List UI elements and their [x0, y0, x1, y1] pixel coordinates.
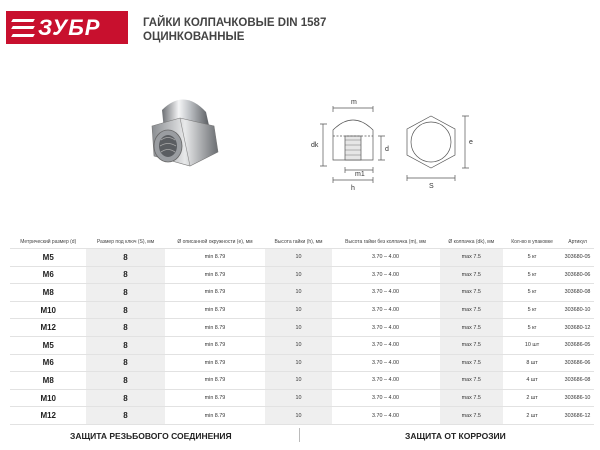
table-cell: 8 [86, 389, 164, 407]
table-cell: 8 [86, 301, 164, 319]
table-cell: max 7.5 [440, 354, 503, 372]
table-cell: max 7.5 [440, 301, 503, 319]
label-h: h [351, 185, 355, 192]
table-cell: M8 [10, 372, 86, 390]
table-cell: 10 [265, 407, 331, 425]
table-cell: 8 [86, 284, 164, 302]
table-row [10, 301, 594, 319]
table-cell: max 7.5 [440, 389, 503, 407]
label-dk: dk [311, 142, 319, 149]
table-cell: min 8.79 [165, 336, 266, 354]
cap-nut-photo [134, 90, 226, 182]
table-row [10, 319, 594, 337]
table-header-row [10, 236, 594, 249]
table-cell: 8 [86, 372, 164, 390]
table-cell: 303686-05 [561, 336, 594, 354]
table-cell: min 8.79 [165, 266, 266, 284]
table-cell: max 7.5 [440, 372, 503, 390]
table-cell: 10 шт [503, 336, 561, 354]
table-cell: 8 [86, 249, 164, 267]
table-cell: 5 кг [503, 266, 561, 284]
table-cell: 2 шт [503, 389, 561, 407]
col-header: Ø колпачка (dk), мм [448, 239, 495, 245]
footer-corrosion-protection: ЗАЩИТА ОТ КОРРОЗИИ [405, 431, 506, 441]
table-body [10, 249, 594, 425]
table-cell: 8 [86, 336, 164, 354]
table-row [10, 336, 594, 354]
table-cell: 10 [265, 389, 331, 407]
label-m: m [351, 99, 357, 106]
title-line-1: ГАЙКИ КОЛПАЧКОВЫЕ DIN 1587 [143, 17, 327, 29]
table-row [10, 354, 594, 372]
label-s: S [429, 183, 434, 190]
table-cell: 10 [265, 372, 331, 390]
table-cell: 5 кг [503, 301, 561, 319]
table-cell: 303680-10 [561, 301, 594, 319]
table-cell: 3.70 – 4.00 [332, 336, 440, 354]
table-cell: max 7.5 [440, 249, 503, 267]
table-cell: 10 [265, 354, 331, 372]
table-cell: 3.70 – 4.00 [332, 354, 440, 372]
table-cell: 8 [86, 407, 164, 425]
table-cell: 10 [265, 319, 331, 337]
brand-logo [6, 11, 128, 44]
table-cell: M6 [10, 266, 86, 284]
title-line-2: ОЦИНКОВАННЫЕ [143, 31, 245, 43]
label-d: d [385, 146, 389, 153]
label-m1: m1 [355, 171, 365, 178]
table-cell: 8 [86, 319, 164, 337]
table-cell: min 8.79 [165, 372, 266, 390]
table-cell: 3.70 – 4.00 [332, 249, 440, 267]
table-cell: max 7.5 [440, 284, 503, 302]
table-cell: 3.70 – 4.00 [332, 389, 440, 407]
footer-thread-protection: ЗАЩИТА РЕЗЬБОВОГО СОЕДИНЕНИЯ [70, 431, 232, 441]
table-cell: min 8.79 [165, 249, 266, 267]
table-cell: M12 [10, 319, 86, 337]
table-cell: 3.70 – 4.00 [332, 266, 440, 284]
col-header: Артикул [568, 239, 587, 245]
label-e: e [469, 139, 473, 146]
col-header: Кол-во в упаковке [511, 239, 553, 245]
table-cell: 303680-06 [561, 266, 594, 284]
table-cell: min 8.79 [165, 301, 266, 319]
table-cell: 3.70 – 4.00 [332, 284, 440, 302]
table-cell: max 7.5 [440, 336, 503, 354]
table-cell: 303680-12 [561, 319, 594, 337]
col-header: Ø описанной окружности (e), мм [177, 239, 253, 245]
table-cell: max 7.5 [440, 319, 503, 337]
table-cell: min 8.79 [165, 354, 266, 372]
table-cell: M12 [10, 407, 86, 425]
table-cell: 303680-08 [561, 284, 594, 302]
table-row [10, 249, 594, 267]
table-cell: 10 [265, 336, 331, 354]
table-cell: 10 [265, 284, 331, 302]
col-header: Высота гайки (h), мм [274, 239, 323, 245]
page-title [143, 16, 326, 44]
table-cell: M8 [10, 284, 86, 302]
table-row [10, 266, 594, 284]
table-row [10, 407, 594, 425]
col-header: Высота гайки без колпачка (m), мм [345, 239, 426, 245]
table-cell: 5 кг [503, 319, 561, 337]
table-row [10, 372, 594, 390]
logo-stripes-icon [12, 17, 34, 39]
col-header: Метрический размер (d) [20, 239, 77, 245]
table-cell: 303686-12 [561, 407, 594, 425]
table-cell: 4 шт [503, 372, 561, 390]
table-cell: 3.70 – 4.00 [332, 301, 440, 319]
table-cell: 3.70 – 4.00 [332, 319, 440, 337]
col-header: Размер под ключ (S), мм [96, 239, 155, 245]
logo-text: ЗУБР [38, 14, 101, 40]
table-cell: M6 [10, 354, 86, 372]
footer-divider [299, 428, 300, 442]
table-row [10, 389, 594, 407]
table-cell: 303686-08 [561, 372, 594, 390]
table-cell: 3.70 – 4.00 [332, 407, 440, 425]
table-cell: 303680-05 [561, 249, 594, 267]
table-cell: 8 [86, 354, 164, 372]
table-cell: 303686-10 [561, 389, 594, 407]
table-cell: 5 кг [503, 284, 561, 302]
table-row [10, 284, 594, 302]
table-cell: min 8.79 [165, 284, 266, 302]
table-cell: 3.70 – 4.00 [332, 372, 440, 390]
table-cell: min 8.79 [165, 319, 266, 337]
spec-table [10, 236, 594, 425]
table-cell: 303686-06 [561, 354, 594, 372]
table-cell: 5 кг [503, 249, 561, 267]
table-cell: 10 [265, 249, 331, 267]
table-cell: M5 [10, 336, 86, 354]
table-cell: max 7.5 [440, 266, 503, 284]
table-cell: 8 [86, 266, 164, 284]
table-cell: 10 [265, 266, 331, 284]
table-cell: max 7.5 [440, 407, 503, 425]
table-cell: M10 [10, 389, 86, 407]
table-cell: 10 [265, 301, 331, 319]
technical-drawing [305, 96, 485, 196]
table-cell: 8 шт [503, 354, 561, 372]
table-cell: M5 [10, 249, 86, 267]
table-cell: 2 шт [503, 407, 561, 425]
table-cell: min 8.79 [165, 389, 266, 407]
table-cell: min 8.79 [165, 407, 266, 425]
table-cell: M10 [10, 301, 86, 319]
